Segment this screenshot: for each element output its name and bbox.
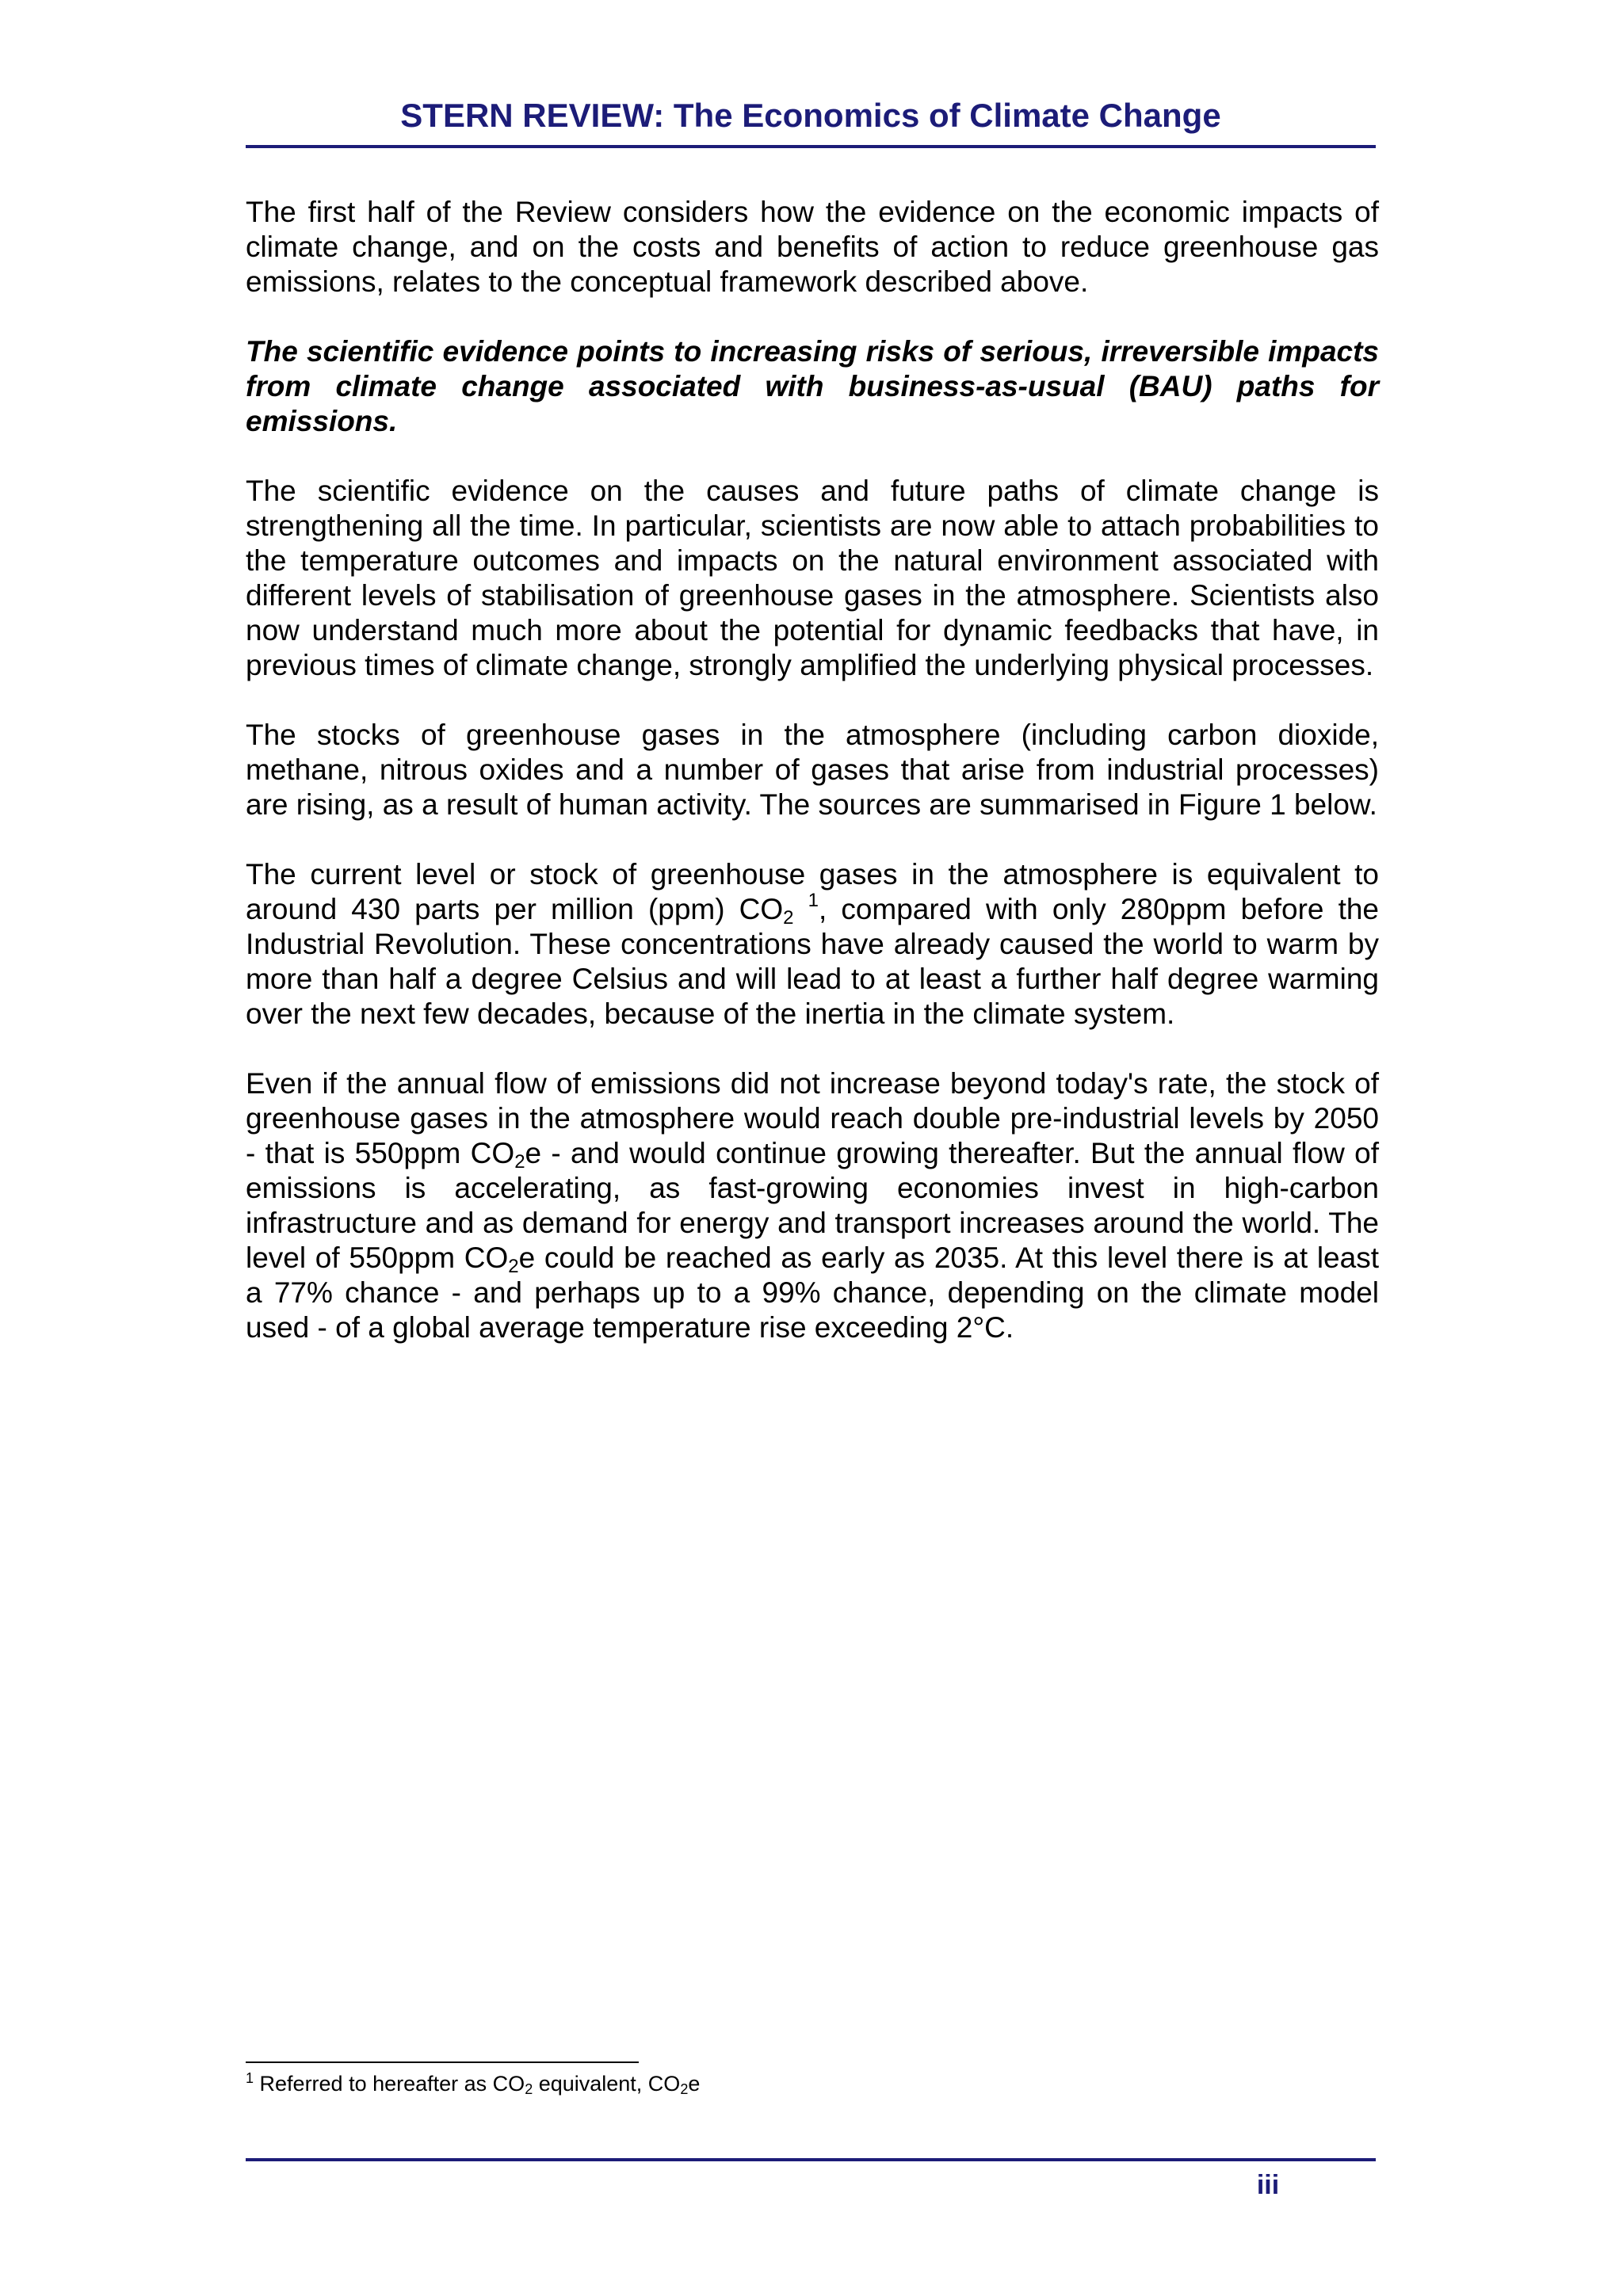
key-finding-paragraph: The scientific evidence points to increasing risks of serious, irreversible impacts from climate change associated with business-as-usual (BAU) paths for emissions. (246, 335, 1379, 437)
paragraph-6-text-c: e could be reached as early as 2035. At this level there is at least a 77% chance - and perhaps up to a 99% chance, depending on the climate model used - of a global average temperature rise exceeding 2°C. (246, 1241, 1379, 1344)
footnote-number: 1 (246, 2070, 254, 2086)
paragraph-6 (246, 1066, 1379, 1345)
co2-subscript: 2 (514, 1151, 525, 1173)
footer-rule (246, 2158, 1376, 2161)
main-body (246, 195, 1379, 1380)
paragraph-3: The scientific evidence on the causes and future paths of climate change is strengthening all the time. In particular, scientists are now able to attach probabilities to the temperature outcomes and impacts on the natural environment associated with different levels of stabilisation of greenhouse gases in the atmosphere. Scientists also now understand much more about the potential for dynamic feedbacks that have, in previous times of climate change, strongly amplified the underlying physical processes. (246, 475, 1379, 681)
co2-subscript: 2 (525, 2081, 533, 2097)
paragraph-1: The first half of the Review considers how the evidence on the economic impacts of climate change, and on the costs and benefits of action to reduce greenhouse gas emissions, relates to the conceptual framework described above. (246, 196, 1379, 298)
paragraph-5-text-b: , compared with only 280ppm before the Industrial Revolution. These concentrations have already caused the world to warm by more than half a degree Celsius and will lead to at least a further half degree warming over the next few decades, because of the inertia in the climate system. (246, 893, 1380, 1030)
paragraph-6-text-a: Even if the annual flow of emissions did not increase beyond today's rate, the stock of greenhouse gases in the atmosphere would reach double pre-industrial levels by 2050 - that is 550ppm CO (246, 1067, 1379, 1169)
paragraph-4: The stocks of greenhouse gases in the atmosphere (including carbon dioxide, methane, nitrous oxides and a number of gases that arise from industrial processes) are rising, as a result of human activity. The sources are summarised in Figure 1 below. (246, 719, 1379, 821)
paragraph-6-text-b: e - and would continue growing thereafter. But the annual flow of emissions is accelerating, as fast-growing economies invest in high-carbon infrastructure and as demand for energy and transport increases around the world. The level of 550ppm CO (246, 1137, 1379, 1274)
page-header-title: STERN REVIEW: The Economics of Climate Change (400, 97, 1221, 134)
footnote-text-c: e (688, 2072, 701, 2096)
footnote-text-a: Referred to hereafter as CO (259, 2072, 525, 2096)
co2-subscript: 2 (508, 1256, 519, 1277)
paragraph-5-text-a: The current level or stock of greenhouse gases in the atmosphere is equivalent to around 430 parts per million (ppm) CO (246, 858, 1379, 925)
footnote (246, 2069, 700, 2098)
co2-subscript: 2 (680, 2081, 689, 2097)
co2-subscript: 2 (783, 907, 794, 929)
footnote-separator (246, 2061, 639, 2063)
paragraph-5 (246, 857, 1379, 1032)
page-number: iii (1256, 2170, 1280, 2200)
header-rule (246, 145, 1376, 148)
footnote-text-b: equivalent, CO (533, 2072, 681, 2096)
footnote-reference: 1 (808, 890, 819, 911)
